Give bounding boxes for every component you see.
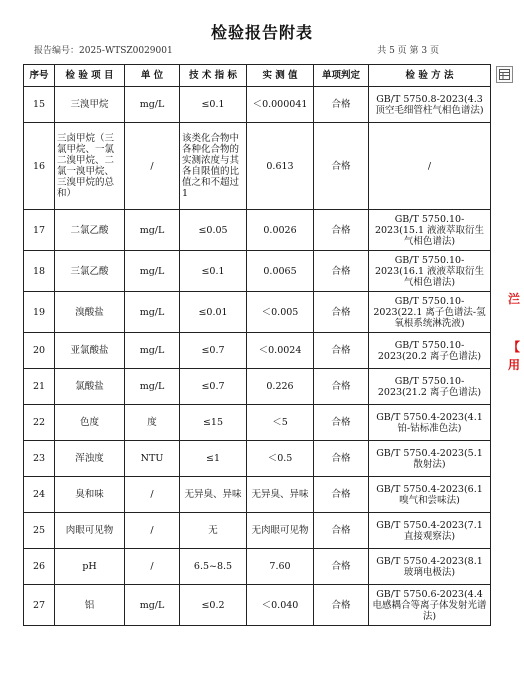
cell-method: GB/T 5750.6-2023(4.4 电感耦合等离子体发射光谱法) [369, 585, 491, 626]
cell-limit: 该类化合物中各种化合物的实测浓度与其各自限值的比值之和不超过1 [180, 123, 247, 210]
cell-no: 16 [24, 123, 55, 210]
table-row [24, 123, 491, 210]
cell-result: 合格 [314, 87, 369, 123]
table-row [24, 369, 491, 405]
cell-result: 合格 [314, 123, 369, 210]
stamp-fragment: 㳕 [508, 292, 521, 306]
cell-value: 0.613 [247, 123, 314, 210]
cell-no: 24 [24, 477, 55, 513]
cell-value: 0.0065 [247, 251, 314, 292]
header-value: 实 测 值 [247, 65, 314, 87]
cell-unit: / [125, 477, 180, 513]
cell-value: ＜0.040 [247, 585, 314, 626]
cell-item: 肉眼可见物 [55, 513, 125, 549]
table-row [24, 405, 491, 441]
cell-method: GB/T 5750.4-2023(6.1 嗅气和尝味法) [369, 477, 491, 513]
cell-method: GB/T 5750.10-2023(22.1 离子色谱法-氢氧根系统淋洗液) [369, 292, 491, 333]
cell-limit: ≤0.1 [180, 87, 247, 123]
table-row [24, 477, 491, 513]
cell-value: ＜0.0024 [247, 333, 314, 369]
table-row [24, 441, 491, 477]
cell-result: 合格 [314, 477, 369, 513]
table-header-row [24, 65, 491, 87]
cell-method: GB/T 5750.4-2023(4.1铂-钴标准色法) [369, 405, 491, 441]
cell-result: 合格 [314, 251, 369, 292]
cell-unit: mg/L [125, 333, 180, 369]
header-result: 单项判定 [314, 65, 369, 87]
cell-result: 合格 [314, 549, 369, 585]
header-method: 检 验 方 法 [369, 65, 491, 87]
cell-result: 合格 [314, 292, 369, 333]
table-row [24, 251, 491, 292]
cell-unit: 度 [125, 405, 180, 441]
cell-method: GB/T 5750.4-2023(8.1 玻璃电极法) [369, 549, 491, 585]
cell-no: 20 [24, 333, 55, 369]
grid-view-icon[interactable] [496, 66, 513, 83]
cell-method: GB/T 5750.4-2023(5.1 散射法) [369, 441, 491, 477]
cell-limit: ≤0.7 [180, 333, 247, 369]
cell-item: 亚氯酸盐 [55, 333, 125, 369]
cell-method: / [369, 123, 491, 210]
cell-value: ＜0.005 [247, 292, 314, 333]
cell-result: 合格 [314, 333, 369, 369]
cell-method: GB/T 5750.10-2023(15.1 液液萃取衍生气相色谱法) [369, 210, 491, 251]
header-item: 检 验 项 目 [55, 65, 125, 87]
cell-value: 无肉眼可见物 [247, 513, 314, 549]
cell-item: 三卤甲烷（三氯甲烷、一氯二溴甲烷、二氯一溴甲烷、三溴甲烷的总和） [55, 123, 125, 210]
cell-limit: 无 [180, 513, 247, 549]
cell-unit: / [125, 549, 180, 585]
cell-item: 色度 [55, 405, 125, 441]
cell-item: 溴酸盐 [55, 292, 125, 333]
cell-item: 浑浊度 [55, 441, 125, 477]
cell-unit: mg/L [125, 292, 180, 333]
table-row [24, 292, 491, 333]
cell-item: pH [55, 549, 125, 585]
header-no: 序号 [24, 65, 55, 87]
cell-limit: ≤0.1 [180, 251, 247, 292]
cell-unit: / [125, 123, 180, 210]
page-title: 检验报告附表 [210, 23, 313, 42]
cell-unit: / [125, 513, 180, 549]
table-row [24, 333, 491, 369]
table-row [24, 549, 491, 585]
page-info: 共 5 页 第 3 页 [377, 46, 439, 56]
cell-value: ＜5 [247, 405, 314, 441]
cell-no: 18 [24, 251, 55, 292]
header-unit: 单 位 [125, 65, 180, 87]
cell-limit: ≤0.7 [180, 369, 247, 405]
table-row [24, 513, 491, 549]
cell-method: GB/T 5750.10-2023(16.1 液液萃取衍生气相色谱法) [369, 251, 491, 292]
cell-value: 0.0026 [247, 210, 314, 251]
cell-no: 19 [24, 292, 55, 333]
cell-value: ＜0.000041 [247, 87, 314, 123]
cell-no: 17 [24, 210, 55, 251]
cell-item: 臭和味 [55, 477, 125, 513]
cell-result: 合格 [314, 585, 369, 626]
report-table [23, 64, 491, 626]
cell-unit: mg/L [125, 369, 180, 405]
cell-result: 合格 [314, 210, 369, 251]
cell-no: 21 [24, 369, 55, 405]
cell-value: 0.226 [247, 369, 314, 405]
cell-no: 15 [24, 87, 55, 123]
cell-result: 合格 [314, 369, 369, 405]
stamp-fragment: 用 [508, 358, 521, 372]
cell-unit: NTU [125, 441, 180, 477]
cell-value: 无异臭、异味 [247, 477, 314, 513]
cell-method: GB/T 5750.10-2023(21.2 离子色谱法) [369, 369, 491, 405]
cell-value: 7.60 [247, 549, 314, 585]
cell-limit: ≤15 [180, 405, 247, 441]
cell-no: 25 [24, 513, 55, 549]
cell-unit: mg/L [125, 585, 180, 626]
cell-limit: ≤0.01 [180, 292, 247, 333]
cell-item: 三溴甲烷 [55, 87, 125, 123]
cell-no: 27 [24, 585, 55, 626]
cell-method: GB/T 5750.8-2023(4.3 顶空毛细管柱气相色谱法) [369, 87, 491, 123]
report-number: 报告编号：2025-WTSZ0029001 [34, 46, 173, 56]
cell-value: ＜0.5 [247, 441, 314, 477]
cell-limit: 6.5~8.5 [180, 549, 247, 585]
stamp-fragment: 【 [508, 340, 521, 354]
cell-item: 二氯乙酸 [55, 210, 125, 251]
header-limit: 技 术 指 标 [180, 65, 247, 87]
cell-no: 23 [24, 441, 55, 477]
table-row [24, 210, 491, 251]
cell-method: GB/T 5750.4-2023(7.1 直接观察法) [369, 513, 491, 549]
cell-limit: ≤0.05 [180, 210, 247, 251]
cell-item: 氯酸盐 [55, 369, 125, 405]
table-row [24, 585, 491, 626]
table-row [24, 87, 491, 123]
cell-item: 铝 [55, 585, 125, 626]
cell-result: 合格 [314, 405, 369, 441]
cell-unit: mg/L [125, 87, 180, 123]
cell-result: 合格 [314, 441, 369, 477]
cell-result: 合格 [314, 513, 369, 549]
cell-limit: ≤0.2 [180, 585, 247, 626]
cell-unit: mg/L [125, 251, 180, 292]
cell-limit: ≤1 [180, 441, 247, 477]
cell-no: 26 [24, 549, 55, 585]
cell-no: 22 [24, 405, 55, 441]
cell-item: 三氯乙酸 [55, 251, 125, 292]
cell-unit: mg/L [125, 210, 180, 251]
cell-limit: 无异臭、异味 [180, 477, 247, 513]
cell-method: GB/T 5750.10-2023(20.2 离子色谱法) [369, 333, 491, 369]
